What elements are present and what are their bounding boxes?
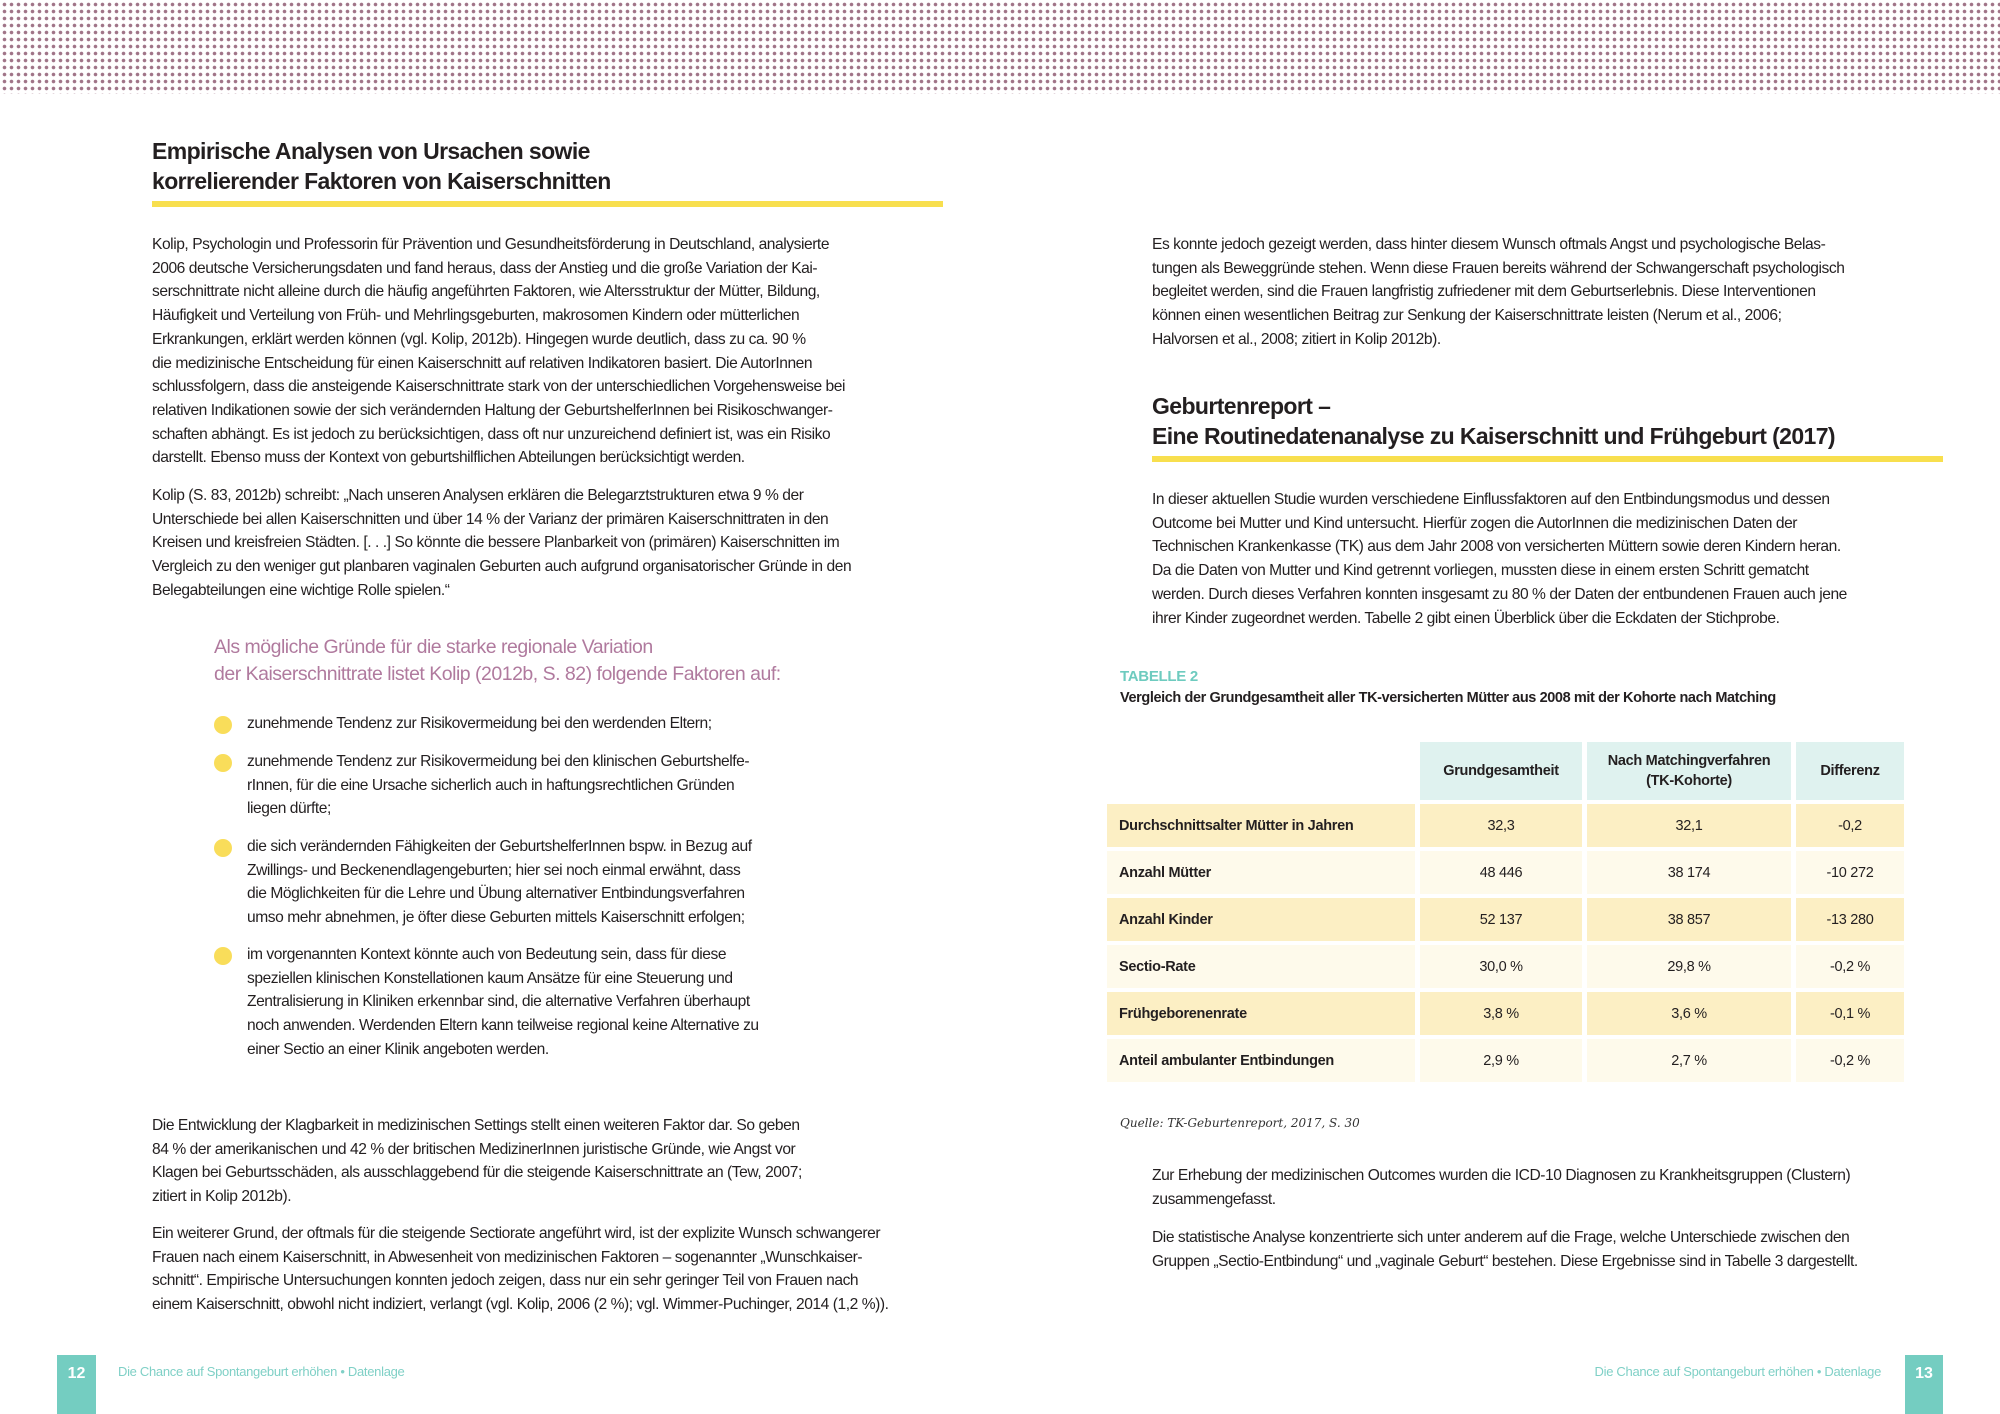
table-cell: -13 280 <box>1796 898 1904 941</box>
text-line: 2006 deutsche Versicherungsdaten und fand heraus, dass der Anstieg und die große Variation der Kai- <box>152 259 818 277</box>
text-line: zitiert in Kolip 2012b). <box>152 1188 292 1206</box>
text-line: tungen als Beweggründe stehen. Wenn diese Frauen bereits während der Schwangerschaft psychologisch <box>1152 259 1845 277</box>
header-line: (TK-Kohorte) <box>1646 773 1732 789</box>
text-line: im vorgenannten Kontext könnte auch von Bedeutung sein, dass für diese <box>247 946 727 963</box>
text-line: noch anwenden. Werdenden Eltern kann teilweise regional keine Alternative zu <box>247 1017 759 1035</box>
bullet-dot-icon <box>214 716 232 734</box>
text-line: die medizinische Entscheidung für einen Kaiserschnitt auf relativen Indikatoren basiert. Die AutorInnen <box>152 354 813 372</box>
text-line: Vergleich zu den weniger gut planbaren vaginalen Geburten auch aufgrund organisatorischer Gründe in den <box>152 558 852 576</box>
text-line: Kolip, Psychologin und Professorin für Prävention und Gesundheitsförderung in Deutschland, analysierte <box>152 236 830 253</box>
row-label: Anzahl Kinder <box>1107 898 1415 941</box>
table-cell: 29,8 % <box>1587 945 1791 988</box>
text-line: können einen wesentlichen Beitrag zur Senkung der Kaiserschnittrate leisten (Nerum et al., 2006; <box>1152 307 1782 325</box>
table-source: Quelle: TK-Geburtenreport, 2017, S. 30 <box>1120 1116 1360 1130</box>
table-cell: 32,1 <box>1587 804 1791 847</box>
table-cell: 48 446 <box>1420 851 1582 894</box>
text-line: begleitet werden, sind die Frauen langfristig zufriedener mit dem Geburtserlebnis. Diese Interventionen <box>1152 283 1816 301</box>
table-cell: 3,8 % <box>1420 992 1582 1035</box>
text-line: speziellen klinischen Konstellationen kaum Ansätze für eine Steuerung und <box>247 969 733 987</box>
table-cell: -0,2 <box>1796 804 1904 847</box>
paragraph <box>1152 1226 1858 1273</box>
running-footer: Die Chance auf Spontangeburt erhöhen • Datenlage <box>1594 1364 1881 1379</box>
row-label: Anteil ambulanter Entbindungen <box>1107 1039 1415 1082</box>
text-line: Die Entwicklung der Klagbarkeit in medizinischen Settings stellt einen weiteren Faktor dar. So geben <box>152 1117 800 1134</box>
text-line: Halvorsen et al., 2008; zitiert in Kolip 2012b). <box>1152 330 1441 348</box>
table-title: Vergleich der Grundgesamtheit aller TK-versicherten Mütter aus 2008 mit der Kohorte nach Matching <box>1120 690 1776 706</box>
paragraph <box>152 233 845 470</box>
text-line: Zwillings- und Beckenendlagengeburten; hier sei noch einmal erwähnt, dass <box>247 861 741 879</box>
text-line: Zentralisierung in Kliniken erkennbar sind, die alternative Verfahren überhaupt <box>247 993 750 1011</box>
text-line: einem Kaiserschnitt, obwohl nicht indiziert, verlangt (vgl. Kolip, 2006 (2 %); vgl. Wimmer-Puchinger, 2014 (1,2 %)). <box>152 1296 889 1314</box>
table-cell: 38 174 <box>1587 851 1791 894</box>
heading-line: Geburtenreport – <box>1152 393 1331 419</box>
row-label: Anzahl Mütter <box>1107 851 1415 894</box>
table-cell: -0,2 % <box>1796 1039 1904 1082</box>
text-line: werden. Durch dieses Verfahren konnten insgesamt zu 80 % der Daten der entbundenen Frauen auch jene <box>1152 585 1847 603</box>
text-line: rInnen, für die eine Ursache sicherlich auch in haftungsrechtlichen Gründen <box>247 776 735 794</box>
heading-underline <box>152 201 943 207</box>
page-number: 13 <box>1905 1355 1943 1414</box>
text-line: Klagen bei Geburtsschäden, als ausschlaggebend für die steigende Kaiserschnittrate an (Tew, 2007; <box>152 1164 802 1182</box>
paragraph <box>1152 488 1847 630</box>
paragraph <box>152 1114 802 1209</box>
paragraph <box>1152 1164 1850 1211</box>
text-line: Outcome bei Mutter und Kind untersucht. Hierfür zogen die AutorInnen die medizinischen Daten der <box>1152 514 1798 532</box>
comparison-table <box>1102 738 1909 1086</box>
text-line: relativen Indikationen sowie der sich verändernden Haltung der GeburtshelferInnen bei Risikoschwanger- <box>152 401 833 419</box>
page-number: 12 <box>57 1355 96 1414</box>
table-row <box>1107 945 1904 988</box>
table-cell: 32,3 <box>1420 804 1582 847</box>
text-line: Es konnte jedoch gezeigt werden, dass hinter diesem Wunsch oftmals Angst und psychologische Belas- <box>1152 236 1826 253</box>
text-line: Kreisen und kreisfreien Städten. [. . .] So könnte die bessere Planbarkeit von (primären) Kaiserschnitten im <box>152 534 840 552</box>
text-line: Kolip (S. 83, 2012b) schreibt: „Nach unseren Analysen erklären die Belegarztstrukturen etwa 9 % der <box>152 487 804 504</box>
table-cell: 38 857 <box>1587 898 1791 941</box>
text-line: Technischen Krankenkasse (TK) aus dem Jahr 2008 von versicherten Müttern sowie deren Kindern heran. <box>1152 538 1841 556</box>
text-line: umso mehr abnehmen, je öfter diese Geburten mittels Kaiserschnitt erfolgen; <box>247 909 745 927</box>
table-header-row <box>1107 742 1904 800</box>
text-line: In dieser aktuellen Studie wurden verschiedene Einflussfaktoren auf den Entbindungsmodus und dessen <box>1152 491 1830 508</box>
text-line: Belegabteilungen eine wichtige Rolle spielen.“ <box>152 581 450 599</box>
table-row <box>1107 1039 1904 1082</box>
row-label: Frühgeborenenrate <box>1107 992 1415 1035</box>
table-cell: 3,6 % <box>1587 992 1791 1035</box>
text-line: schlussfolgern, dass die ansteigende Kaiserschnittrate stark von der unterschiedlichen Vorgehensweise bei <box>152 378 846 396</box>
text-line: Häufigkeit und Verteilung von Früh- und Mehrlingsgeburten, makrosomen Kindern oder mütterlichen <box>152 307 800 325</box>
heading-line: Eine Routinedatenanalyse zu Kaiserschnitt und Frühgeburt (2017) <box>1152 423 1835 449</box>
highlight-intro <box>214 634 781 688</box>
text-line: zunehmende Tendenz zur Risikovermeidung bei den klinischen Geburtshelfe- <box>247 753 750 770</box>
running-footer: Die Chance auf Spontangeburt erhöhen • Datenlage <box>118 1364 405 1379</box>
section-heading <box>1152 391 1835 451</box>
table-cell: -0,2 % <box>1796 945 1904 988</box>
heading-underline <box>1152 456 1943 462</box>
table-cell: 52 137 <box>1420 898 1582 941</box>
text-line: Unterschiede bei allen Kaiserschnitten und über 14 % der Varianz der primären Kaiserschnittraten in den <box>152 510 829 528</box>
text-line: zusammengefasst. <box>1152 1190 1276 1208</box>
table-cell: 2,9 % <box>1420 1039 1582 1082</box>
bullet-dot-icon <box>214 947 232 965</box>
text-line: schaften abhängt. Es ist jedoch zu berücksichtigen, dass oft nur unzureichend definiert ist, was ein Risiko <box>152 425 831 443</box>
heading-line: korrelierender Faktoren von Kaiserschnitten <box>152 168 611 194</box>
table-label: TABELLE 2 <box>1120 668 1198 685</box>
header-matching <box>1587 742 1791 800</box>
text-line: einer Sectio an einer Klinik angeboten werden. <box>247 1040 549 1058</box>
text-line: Ein weiterer Grund, der oftmals für die steigende Sectiorate angeführt wird, ist der explizite Wunsch schwangerer <box>152 1225 881 1242</box>
table-cell: -10 272 <box>1796 851 1904 894</box>
quote-paragraph <box>152 484 851 603</box>
table-row <box>1107 992 1904 1035</box>
paragraph <box>1152 233 1844 352</box>
header-differenz: Differenz <box>1796 742 1904 800</box>
text-line: darstellt. Ebenso muss der Kontext von geburtshilflichen Abteilungen berücksichtigt werden. <box>152 449 745 467</box>
highlight-line: Als mögliche Gründe für die starke regionale Variation <box>214 636 653 658</box>
text-line: zunehmende Tendenz zur Risikovermeidung bei den werdenden Eltern; <box>247 715 712 732</box>
row-label: Durchschnittsalter Mütter in Jahren <box>1107 804 1415 847</box>
text-line: Zur Erhebung der medizinischen Outcomes wurden die ICD-10 Diagnosen zu Krankheitsgruppen (Clustern) <box>1152 1167 1851 1184</box>
text-line: ihrer Kinder zugeordnet werden. Tabelle 2 gibt einen Überblick über die Eckdaten der Stichprobe. <box>1152 609 1780 627</box>
table-row <box>1107 851 1904 894</box>
bullet-dot-icon <box>214 754 232 772</box>
text-line: Frauen nach einem Kaiserschnitt, in Abwesenheit von medizinischen Faktoren – sogenannter „Wunschkaiser- <box>152 1248 863 1266</box>
row-label: Sectio-Rate <box>1107 945 1415 988</box>
table-row <box>1107 898 1904 941</box>
header-blank <box>1107 742 1415 800</box>
section-heading <box>152 136 611 196</box>
text-line: Erkrankungen, erklärt werden können (vgl. Kolip, 2012b). Hingegen wurde deutlich, dass zu ca. 90 % <box>152 330 806 348</box>
text-line: liegen dürfte; <box>247 800 331 818</box>
dot-pattern-header <box>0 0 2000 94</box>
table-cell: 30,0 % <box>1420 945 1582 988</box>
table-row <box>1107 804 1904 847</box>
table-cell: -0,1 % <box>1796 992 1904 1035</box>
text-line: 84 % der amerikanischen und 42 % der britischen MedizinerInnen juristische Gründe, wie Angst vor <box>152 1140 796 1158</box>
header-line: Nach Matchingverfahren <box>1607 753 1771 769</box>
text-line: Gruppen „Sectio-Entbindung“ und „vaginale Geburt“ bestehen. Diese Ergebnisse sind in Tabelle 3 dargestellt. <box>1152 1252 1858 1270</box>
heading-line: Empirische Analysen von Ursachen sowie <box>152 138 590 164</box>
text-line: schnitt“. Empirische Untersuchungen konnten jedoch zeigen, dass nur ein sehr geringer Teil von Frauen nach <box>152 1272 859 1290</box>
header-grundgesamtheit: Grundgesamtheit <box>1420 742 1582 800</box>
text-line: die Möglichkeiten für die Lehre und Übung alternativer Entbindungsverfahren <box>247 885 745 903</box>
text-line: serschnittrate nicht alleine durch die häufig angeführten Faktoren, wie Altersstruktur der Mütter, Bildung, <box>152 283 820 301</box>
table-cell: 2,7 % <box>1587 1039 1791 1082</box>
paragraph <box>152 1222 889 1317</box>
highlight-line: der Kaiserschnittrate listet Kolip (2012b, S. 82) folgende Faktoren auf: <box>214 663 781 685</box>
bullet-dot-icon <box>214 839 232 857</box>
text-line: Da die Daten von Mutter und Kind getrennt vorliegen, mussten diese in einem ersten Schritt gematcht <box>1152 562 1809 580</box>
text-line: Die statistische Analyse konzentrierte sich unter anderem auf die Frage, welche Unterschiede zwischen den <box>1152 1229 1850 1246</box>
text-line: die sich verändernden Fähigkeiten der GeburtshelferInnen bspw. in Bezug auf <box>247 838 752 855</box>
